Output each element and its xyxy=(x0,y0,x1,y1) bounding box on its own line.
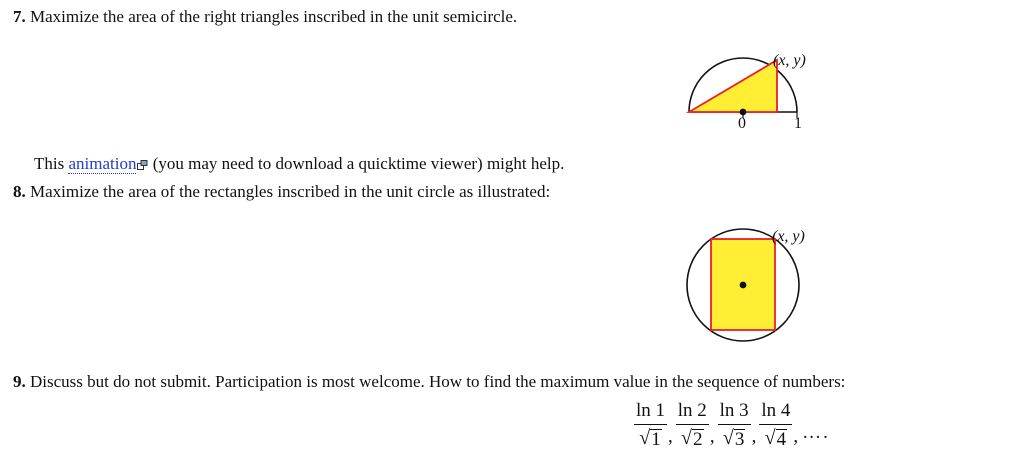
sequence-term-2 xyxy=(676,400,709,450)
term-2-numerator: ln 2 xyxy=(677,400,707,421)
problem-9-text: Discuss but do not submit. Participation is most welcome. How to find the maximum value in the sequence of numbers: xyxy=(30,372,846,391)
problem-9 xyxy=(13,372,845,392)
hint-prefix: This xyxy=(34,154,65,173)
problem-8-text: Maximize the area of the rectangles inscribed in the unit circle as illustrated: xyxy=(30,182,551,201)
hint-suffix: (you may need to download a quicktime viewer) might help. xyxy=(152,154,565,173)
sqrt-icon: √ xyxy=(681,427,693,449)
separator: , xyxy=(668,426,673,447)
problem-7 xyxy=(13,7,517,27)
sequence-term-4 xyxy=(759,400,792,450)
ellipsis: …. xyxy=(802,422,830,443)
separator: , xyxy=(751,426,757,447)
term-4-radicand: 4 xyxy=(776,429,787,450)
problem-8-number: 8. xyxy=(13,182,26,201)
sqrt-icon: √ xyxy=(639,427,651,449)
one-label: 1 xyxy=(794,115,802,132)
animation-link[interactable]: animation xyxy=(68,154,137,173)
sequence-formula xyxy=(633,400,830,450)
origin-label: 0 xyxy=(738,115,746,132)
term-1-numerator: ln 1 xyxy=(636,400,666,421)
external-link-icon xyxy=(137,160,148,170)
term-3-numerator: ln 3 xyxy=(719,400,749,421)
point-label-1: (x, y) xyxy=(773,52,806,69)
sequence-term-1 xyxy=(634,400,667,450)
problem-9-number: 9. xyxy=(13,372,26,391)
inscribed-triangle xyxy=(689,60,777,112)
problem-7-text: Maximize the area of the right triangles inscribed in the unit semicircle. xyxy=(30,7,518,26)
circle-center-dot xyxy=(740,282,747,289)
sequence-term-3 xyxy=(718,400,751,450)
separator: , xyxy=(793,426,799,447)
circle-figure xyxy=(680,220,830,350)
separator: , xyxy=(709,426,715,447)
term-3-radicand: 3 xyxy=(734,429,745,450)
sqrt-icon: √ xyxy=(764,427,776,449)
sqrt-icon: √ xyxy=(722,427,734,449)
term-1-radicand: 1 xyxy=(651,429,661,450)
point-label-2: (x, y) xyxy=(772,228,805,245)
term-4-numerator: ln 4 xyxy=(761,400,791,421)
problem-7-number: 7. xyxy=(13,7,26,26)
hint-line xyxy=(34,154,564,174)
term-2-radicand: 2 xyxy=(693,429,703,450)
semicircle-figure xyxy=(680,40,830,135)
problem-8 xyxy=(13,182,550,202)
